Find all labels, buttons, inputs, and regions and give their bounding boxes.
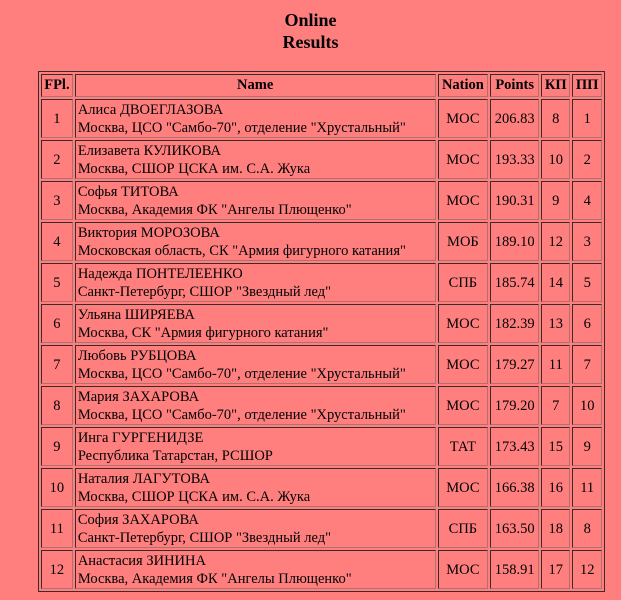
table-row	[41, 345, 602, 384]
column-header-points: Points	[490, 74, 539, 97]
results-table	[38, 71, 605, 592]
cell-name	[75, 427, 436, 466]
skater-club: Республика Татарстан, РСШОР	[77, 447, 273, 464]
cell-kp: 17	[541, 550, 570, 589]
cell-kp: 14	[541, 263, 570, 302]
cell-nation: ТАТ	[438, 427, 489, 466]
cell-place: 11	[41, 509, 73, 548]
cell-name	[75, 386, 436, 425]
cell-points: 179.20	[490, 386, 539, 425]
skater-club: Москва, ЦСО "Самбо-70", отделение "Хрустальный"	[77, 119, 406, 136]
table-row	[41, 386, 602, 425]
cell-points: 182.39	[490, 304, 539, 343]
skater-name: Елизавета КУЛИКОВА	[77, 142, 221, 159]
cell-place: 6	[41, 304, 73, 343]
cell-name	[75, 222, 436, 261]
cell-points: 158.91	[490, 550, 539, 589]
cell-pp: 9	[572, 427, 602, 466]
skater-club: Москва, СШОР ЦСКА им. С.А. Жука	[77, 488, 311, 505]
cell-pp: 7	[572, 345, 602, 384]
cell-kp: 15	[541, 427, 570, 466]
cell-place: 1	[41, 99, 73, 138]
cell-nation: МОС	[438, 140, 489, 179]
cell-name	[75, 345, 436, 384]
cell-points: 179.27	[490, 345, 539, 384]
skater-club: Москва, ЦСО "Самбо-70", отделение "Хрустальный"	[77, 365, 406, 382]
cell-name	[75, 304, 436, 343]
cell-nation: МОС	[438, 550, 489, 589]
cell-nation: МОС	[438, 468, 489, 507]
skater-club: Москва, Академия ФК "Ангелы Плющенко"	[77, 570, 352, 587]
cell-pp: 11	[572, 468, 602, 507]
cell-kp: 8	[541, 99, 570, 138]
cell-points: 189.10	[490, 222, 539, 261]
cell-name	[75, 509, 436, 548]
skater-name: Мария ЗАХАРОВА	[77, 388, 200, 405]
skater-name: Виктория МОРОЗОВА	[77, 224, 220, 241]
header-title-online: Online	[284, 10, 337, 30]
cell-nation: МОБ	[438, 222, 489, 261]
skater-club: Москва, СК "Армия фигурного катания"	[77, 324, 329, 341]
cell-pp: 5	[572, 263, 602, 302]
skater-name: Надежда ПОНТЕЛЕЕНКО	[77, 265, 243, 282]
column-header-name: Name	[75, 74, 436, 97]
skater-name: Любовь РУБЦОВА	[77, 347, 197, 364]
cell-place: 5	[41, 263, 73, 302]
cell-place: 12	[41, 550, 73, 589]
skater-club: Санкт-Петербург, СШОР "Звездный лед"	[77, 529, 332, 546]
cell-pp: 2	[572, 140, 602, 179]
cell-name	[75, 550, 436, 589]
cell-name	[75, 99, 436, 138]
skater-name: Алиса ДВОЕГЛАЗОВА	[77, 101, 224, 118]
skater-club: Санкт-Петербург, СШОР "Звездный лед"	[77, 283, 332, 300]
skater-club: Москва, СШОР ЦСКА им. С.А. Жука	[77, 160, 311, 177]
table-row	[41, 222, 602, 261]
cell-nation: МОС	[438, 304, 489, 343]
cell-pp: 12	[572, 550, 602, 589]
cell-nation: МОС	[438, 99, 489, 138]
cell-points: 190.31	[490, 181, 539, 220]
cell-kp: 18	[541, 509, 570, 548]
header-title-results: Results	[282, 32, 339, 52]
table-row	[41, 263, 602, 302]
results-body	[41, 99, 602, 589]
cell-kp: 10	[541, 140, 570, 179]
cell-nation: МОС	[438, 345, 489, 384]
cell-kp: 7	[541, 386, 570, 425]
column-header-pp: ПП	[572, 74, 602, 97]
skater-name: Анастасия ЗИНИНА	[77, 552, 206, 569]
cell-pp: 1	[572, 99, 602, 138]
skater-name: Наталия ЛАГУТОВА	[77, 470, 211, 487]
table-row	[41, 468, 602, 507]
cell-points: 193.33	[490, 140, 539, 179]
table-row	[41, 99, 602, 138]
cell-points: 173.43	[490, 427, 539, 466]
cell-place: 7	[41, 345, 73, 384]
cell-nation: МОС	[438, 386, 489, 425]
column-header-place: FPl.	[41, 74, 73, 97]
skater-name: Ульяна ШИРЯЕВА	[77, 306, 195, 323]
cell-points: 185.74	[490, 263, 539, 302]
cell-name	[75, 263, 436, 302]
cell-kp: 12	[541, 222, 570, 261]
cell-points: 166.38	[490, 468, 539, 507]
skater-name: Софья ТИТОВА	[77, 183, 179, 200]
cell-pp: 8	[572, 509, 602, 548]
cell-pp: 3	[572, 222, 602, 261]
table-row	[41, 550, 602, 589]
cell-place: 10	[41, 468, 73, 507]
cell-place: 3	[41, 181, 73, 220]
skater-name: Инга ГУРГЕНИДЗЕ	[77, 429, 204, 446]
cell-kp: 9	[541, 181, 570, 220]
cell-name	[75, 468, 436, 507]
cell-nation: СПБ	[438, 509, 489, 548]
cell-pp: 6	[572, 304, 602, 343]
cell-place: 9	[41, 427, 73, 466]
cell-kp: 16	[541, 468, 570, 507]
cell-place: 8	[41, 386, 73, 425]
cell-place: 2	[41, 140, 73, 179]
table-header-row	[41, 74, 602, 97]
table-row	[41, 427, 602, 466]
cell-pp: 10	[572, 386, 602, 425]
table-row	[41, 140, 602, 179]
cell-points: 163.50	[490, 509, 539, 548]
table-row	[41, 181, 602, 220]
cell-kp: 11	[541, 345, 570, 384]
skater-club: Московская область, СК "Армия фигурного катания"	[77, 242, 406, 259]
cell-kp: 13	[541, 304, 570, 343]
cell-nation: МОС	[438, 181, 489, 220]
cell-pp: 4	[572, 181, 602, 220]
cell-points: 206.83	[490, 99, 539, 138]
skater-name: София ЗАХАРОВА	[77, 511, 199, 528]
skater-club: Москва, ЦСО "Самбо-70", отделение "Хрустальный"	[77, 406, 406, 423]
cell-name	[75, 140, 436, 179]
table-row	[41, 304, 602, 343]
column-header-nation: Nation	[438, 74, 489, 97]
cell-place: 4	[41, 222, 73, 261]
column-header-kp: КП	[541, 74, 570, 97]
table-row	[41, 509, 602, 548]
skater-club: Москва, Академия ФК "Ангелы Плющенко"	[77, 201, 352, 218]
cell-nation: СПБ	[438, 263, 489, 302]
cell-name	[75, 181, 436, 220]
page-header	[0, 0, 621, 53]
